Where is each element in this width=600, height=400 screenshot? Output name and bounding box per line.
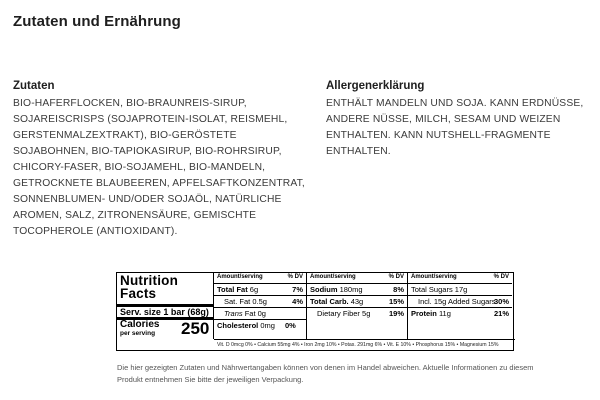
- nutrient-dv: 21%: [493, 309, 509, 318]
- calories-sublabel: per serving: [120, 330, 156, 337]
- nutrient-name: Sat. Fat: [224, 297, 251, 306]
- nutrient-name: Protein: [411, 309, 437, 318]
- nutrient-amount: 11g: [438, 309, 451, 318]
- nutrient-dv: 19%: [388, 309, 404, 318]
- dv-header: % DV: [287, 274, 303, 280]
- nutrient-amount: 0g: [257, 309, 266, 318]
- nutrient-row: [214, 296, 306, 308]
- nutrient-dv: 8%: [393, 285, 404, 294]
- allergens-text: ENTHÄLT MANDELN UND SOJA. KANN ERDNÜSSE, ANDERE NÜSSE, MILCH, SESAM UND WEIZEN ENTHALTEN. KANN NUTSHELL-FRAGMENTE ENTHALTEN.: [326, 98, 584, 157]
- nutrient-amount: 180mg: [339, 285, 363, 294]
- nutrient-amount: 0.5g: [252, 297, 267, 306]
- nutrient-name: Total Fat: [217, 285, 248, 294]
- disclaimer-note: Die hier gezeigten Zutaten und Nährwertangaben können von denen im Handel abweichen. Aktuelle Informationen zu diesem Produkt entnehmen Sie bitte der jeweiligen Verpackung.: [117, 363, 534, 384]
- nutrient-name: Total Carb.: [310, 297, 349, 306]
- nutrition-title-line2: Facts: [120, 286, 157, 301]
- calories-value: 250: [181, 319, 210, 338]
- nutrient-name-italic: Trans: [224, 309, 243, 318]
- nutrient-row: [214, 308, 306, 320]
- nutrient-name: Total Sugars: [411, 285, 453, 294]
- nutrition-facts-summary: [117, 273, 214, 339]
- amount-header: Amount/serving: [217, 274, 263, 280]
- nutrient-row: [214, 284, 306, 296]
- nutrient-name: Incl. 15g Added Sugars: [418, 297, 496, 306]
- nutrient-row: [408, 308, 512, 319]
- dv-header: % DV: [493, 274, 509, 280]
- nutrition-facts-label: [116, 272, 514, 351]
- nutrient-amount: 6g: [249, 285, 259, 294]
- nutrient-name: Sodium: [310, 285, 338, 294]
- nutrient-dv: 30%: [493, 297, 509, 306]
- nutrient-column-1: [214, 273, 307, 339]
- nutrient-column-3: [408, 273, 512, 339]
- nutrient-name: Dietary Fiber: [317, 309, 360, 318]
- allergens-heading: Allergenerklärung: [326, 80, 425, 92]
- ingredients-heading: Zutaten: [13, 80, 55, 92]
- dv-header: % DV: [388, 274, 404, 280]
- nutrient-row: [307, 284, 407, 296]
- nutrient-row: [307, 308, 407, 319]
- page-title: Zutaten und Ernährung: [13, 13, 181, 30]
- nutrient-dv: 0%: [285, 321, 296, 330]
- nutrient-dv: 7%: [292, 285, 303, 294]
- serving-size: Serv. size 1 bar (68g): [120, 307, 209, 317]
- ingredients-text: BIO-HAFERFLOCKEN, BIO-BRAUNREIS-SIRUP, SOJAREISCRISPS (SOJAPROTEIN-ISOLAT, REISMEHL, GERSTENMALZEXTRAKT), BIO-GERÖSTETE SOJABOHNEN, BIO-TAPIOKASIRUP, BIO-ROHRSIRUP, CHICORY-FASER, BIO-SOJAMEHL, BIO-MANDELN, GETROCKNETE BLAUBEEREN, APFELSAFTKONZENTRAT, SONNENBLUMEN- UND/ODER SOJAÖL, NATÜRLICHE AROMEN, SALZ, ZITRONENSÄURE, GEMISCHTE TOCOPHEROLE (ANTIOXIDANT).: [13, 98, 305, 237]
- nutrient-row: [307, 296, 407, 308]
- nutrient-amount: 5g: [362, 309, 371, 318]
- nutrient-row: [408, 296, 512, 308]
- nutrient-column-2: [307, 273, 408, 339]
- nutrient-dv: 4%: [292, 297, 303, 306]
- nutrient-amount: 43g: [350, 297, 364, 306]
- nutrient-amount: 17g: [454, 285, 468, 294]
- calories-label: Calories: [120, 319, 160, 330]
- nutrient-row: [214, 320, 306, 331]
- nutrition-facts-title: [120, 274, 178, 300]
- nutrient-dv: 15%: [388, 297, 404, 306]
- column-header: [408, 273, 512, 284]
- nutrient-name: Cholesterol: [217, 321, 259, 330]
- nutrient-name-suffix: Fat: [242, 309, 256, 318]
- amount-header: Amount/serving: [310, 274, 356, 280]
- nutrient-row: [408, 284, 512, 296]
- nutrient-amount: 0mg: [260, 321, 275, 330]
- vitamins-footer: Vit. D 0mcg 0% • Calcium 55mg 4% • Iron 2mg 10% • Potas. 291mg 6% • Vit. E 10% • Phosphorus 15% • Magnesium 15%: [214, 339, 515, 350]
- column-header: [214, 273, 306, 284]
- amount-header: Amount/serving: [411, 274, 457, 280]
- nutrition-title-line1: Nutrition: [120, 273, 179, 288]
- column-header: [307, 273, 407, 284]
